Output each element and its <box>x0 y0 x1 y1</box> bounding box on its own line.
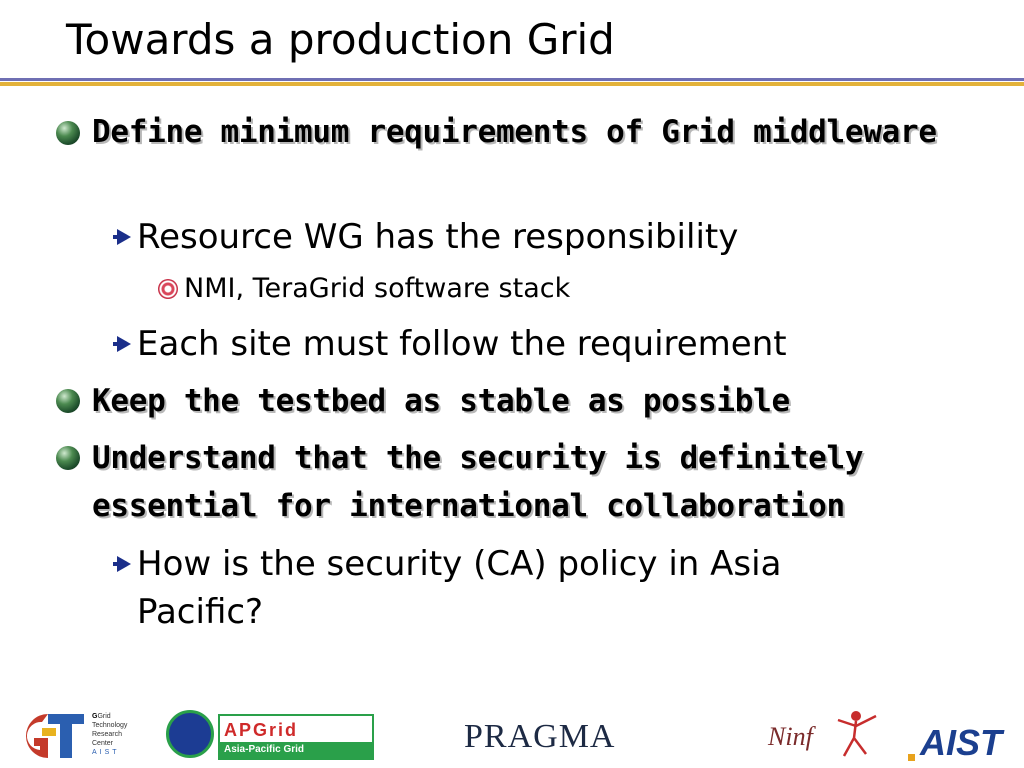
gtrc-logo-icon <box>4 708 88 764</box>
bullet-3-1-text: How is the security (CA) policy in Asia Pacific? <box>137 544 782 632</box>
bullet-1-2-text: Each site must follow the requirement <box>137 324 787 364</box>
gtrc-wordmark: GGrid Technology Research Center AIST <box>92 713 128 756</box>
green-sphere-bullet-icon <box>56 446 80 470</box>
bullet-1-text: Define minimum requirements of Grid middleware <box>92 114 937 150</box>
apgrid-wordmark: APGrid <box>224 720 299 740</box>
aist-dot-icon <box>908 754 915 761</box>
bullet-2-text: Keep the testbed as stable as possible <box>92 383 790 419</box>
footer-logos <box>0 694 1024 768</box>
bullet-1-1-1-text: NMI, TeraGrid software stack <box>184 273 571 304</box>
red-swirl-bullet-icon <box>158 279 178 299</box>
blue-triangle-bullet-icon <box>117 336 131 352</box>
bullet-1-1-text: Resource WG has the responsibility <box>137 217 739 257</box>
green-sphere-bullet-icon <box>56 121 80 145</box>
blue-triangle-bullet-icon <box>117 556 131 572</box>
green-sphere-bullet-icon <box>56 389 80 413</box>
bullet-3-text: Understand that the security is definitely essential for international collaboration <box>92 440 864 524</box>
apgrid-logo <box>218 714 374 760</box>
apgrid-globe-icon <box>166 710 214 758</box>
apgrid-tagline: Asia-Pacific Grid <box>220 742 372 758</box>
slide-title: Towards a production Grid <box>66 15 615 64</box>
aist-logo: AIST <box>920 722 1003 763</box>
ninf-dancer-icon <box>826 706 886 762</box>
blue-triangle-bullet-icon <box>117 229 131 245</box>
ninf-logo: Ninf <box>768 722 813 751</box>
pragma-logo: PRAGMA <box>464 718 616 755</box>
